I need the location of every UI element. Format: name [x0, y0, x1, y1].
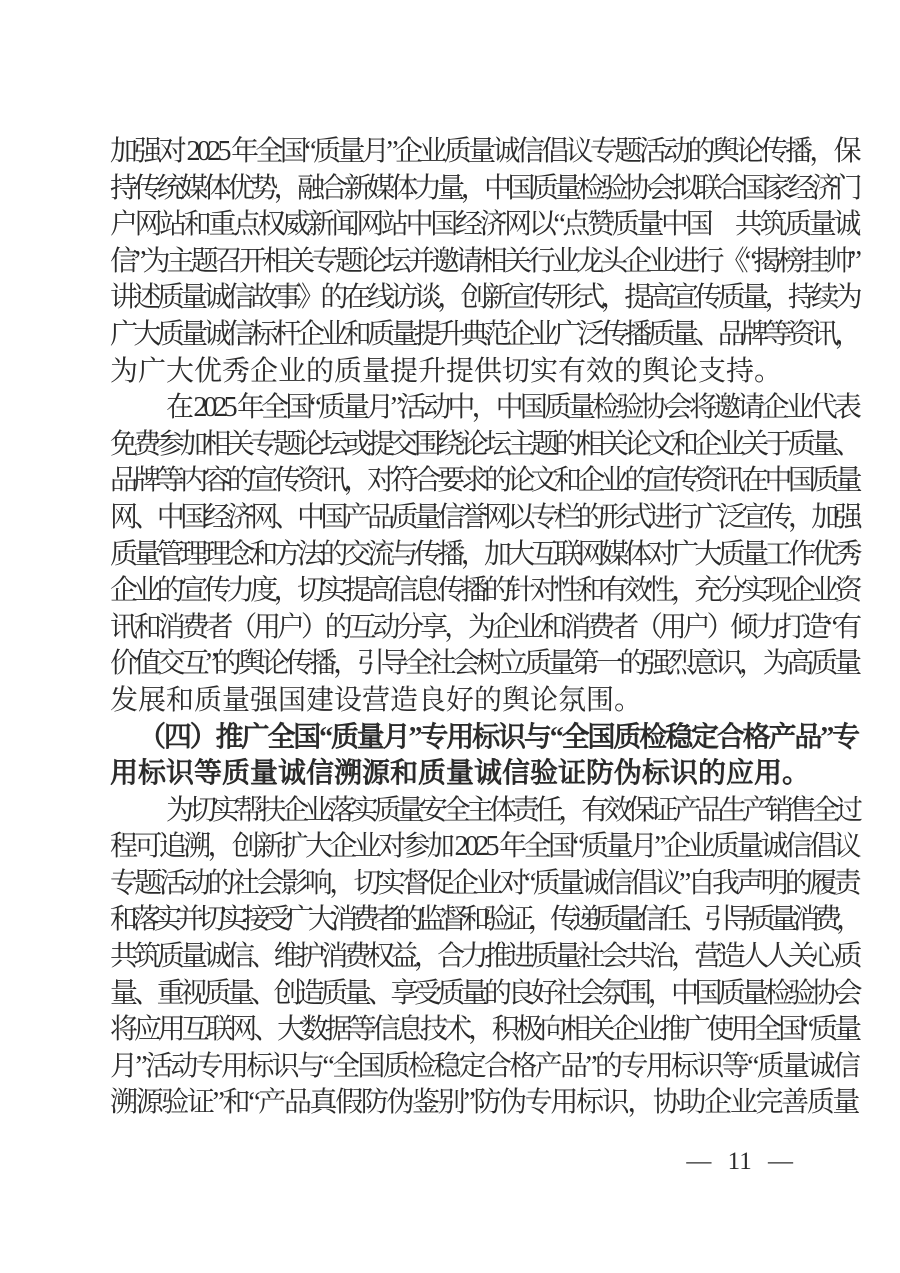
- text-line: 质量管理理念和方法的交流与传播，加大互联网媒体对广大质量工作优秀: [110, 538, 858, 570]
- text-line: 程可追溯，创新扩大企业对参加 2025 年全国“质量月”企业质量诚信倡议: [110, 831, 858, 863]
- text-line: 企业的宣传力度，切实提高信息传播的针对性和有效性，充分实现企业资: [110, 575, 858, 607]
- text-line: 讯和消费者（用户）的互动分享，为企业和消费者（用户）倾力打造“有: [110, 611, 858, 643]
- text-line: 月”活动专用标识与“全国质检稳定合格产品”的专用标识等“质量诚信: [110, 1050, 858, 1082]
- text-line: 户网站和重点权威新闻网站中国经济网以“点赞质量中国 共筑质量诚: [110, 209, 858, 241]
- text-line: 专题活动的社会影响，切实督促企业对“质量诚信倡议”自我声明的履责: [110, 867, 858, 899]
- text-line: 品牌等内容的宣传资讯，对符合要求的论文和企业的宣传资讯在中国质量: [110, 465, 858, 497]
- page-number: — 11 —: [686, 1148, 793, 1175]
- text-line: 持传统媒体优势，融合新媒体力量，中国质量检验协会拟联合国家经济门: [110, 172, 858, 204]
- text-line: 和落实并切实接受广大消费者的监督和验证，传递质量信任、引导质量消费，: [110, 904, 858, 936]
- section-heading-line: （四）推广全国“质量月”专用标识与“全国质检稳定合格产品”专: [138, 721, 858, 753]
- text-line: 为广大优秀企业的质量提升提供切实有效的舆论支持。: [110, 355, 783, 387]
- document-body: [110, 134, 858, 1122]
- section-heading-line: 用标识等质量诚信溯源和质量诚信验证防伪标识的应用。: [110, 758, 811, 790]
- text-line: 在 2025 年全国“质量月”活动中，中国质量检验协会将邀请企业代表: [166, 392, 858, 424]
- text-line: 为切实帮扶企业落实质量安全主体责任，有效保证产品生产销售全过: [166, 794, 858, 826]
- text-line: 量、重视质量、创造质量、享受质量的良好社会氛围，中国质量检验协会: [110, 977, 858, 1009]
- text-line: 共筑质量诚信、维护消费权益，合力推进质量社会共治，营造人人关心质: [110, 941, 858, 973]
- text-line: 讲述质量诚信故事》的在线访谈，创新宣传形式，提高宣传质量，持续为: [110, 282, 858, 314]
- text-line: 发展和质量强国建设营造良好的舆论氛围。: [110, 684, 643, 716]
- text-line: 广大质量诚信标杆企业和质量提升典范企业广泛传播质量、品牌等资讯，: [110, 318, 858, 350]
- text-line: 网、中国经济网、中国产品质量信誉网以专栏的形式进行广泛宣传，加强: [110, 501, 858, 533]
- text-line: 将应用互联网、大数据等信息技术，积极向相关企业推广使用全国“质量: [110, 1014, 858, 1046]
- text-line: 信”为主题召开相关专题论坛并邀请相关行业龙头企业进行《“揭榜挂帅”: [110, 245, 858, 277]
- text-line: 价值交互”的舆论传播，引导全社会树立质量第一的强烈意识，为高质量: [110, 648, 858, 680]
- text-line: 溯源验证”和“产品真假防伪鉴别”防伪专用标识，协助企业完善质量: [110, 1087, 858, 1119]
- text-line: 加强对 2025 年全国“质量月”企业质量诚信倡议专题活动的舆论传播，保: [110, 136, 858, 167]
- text-line: 免费参加相关专题论坛或提交围绕论坛主题的相关论文和企业关于质量、: [110, 428, 858, 460]
